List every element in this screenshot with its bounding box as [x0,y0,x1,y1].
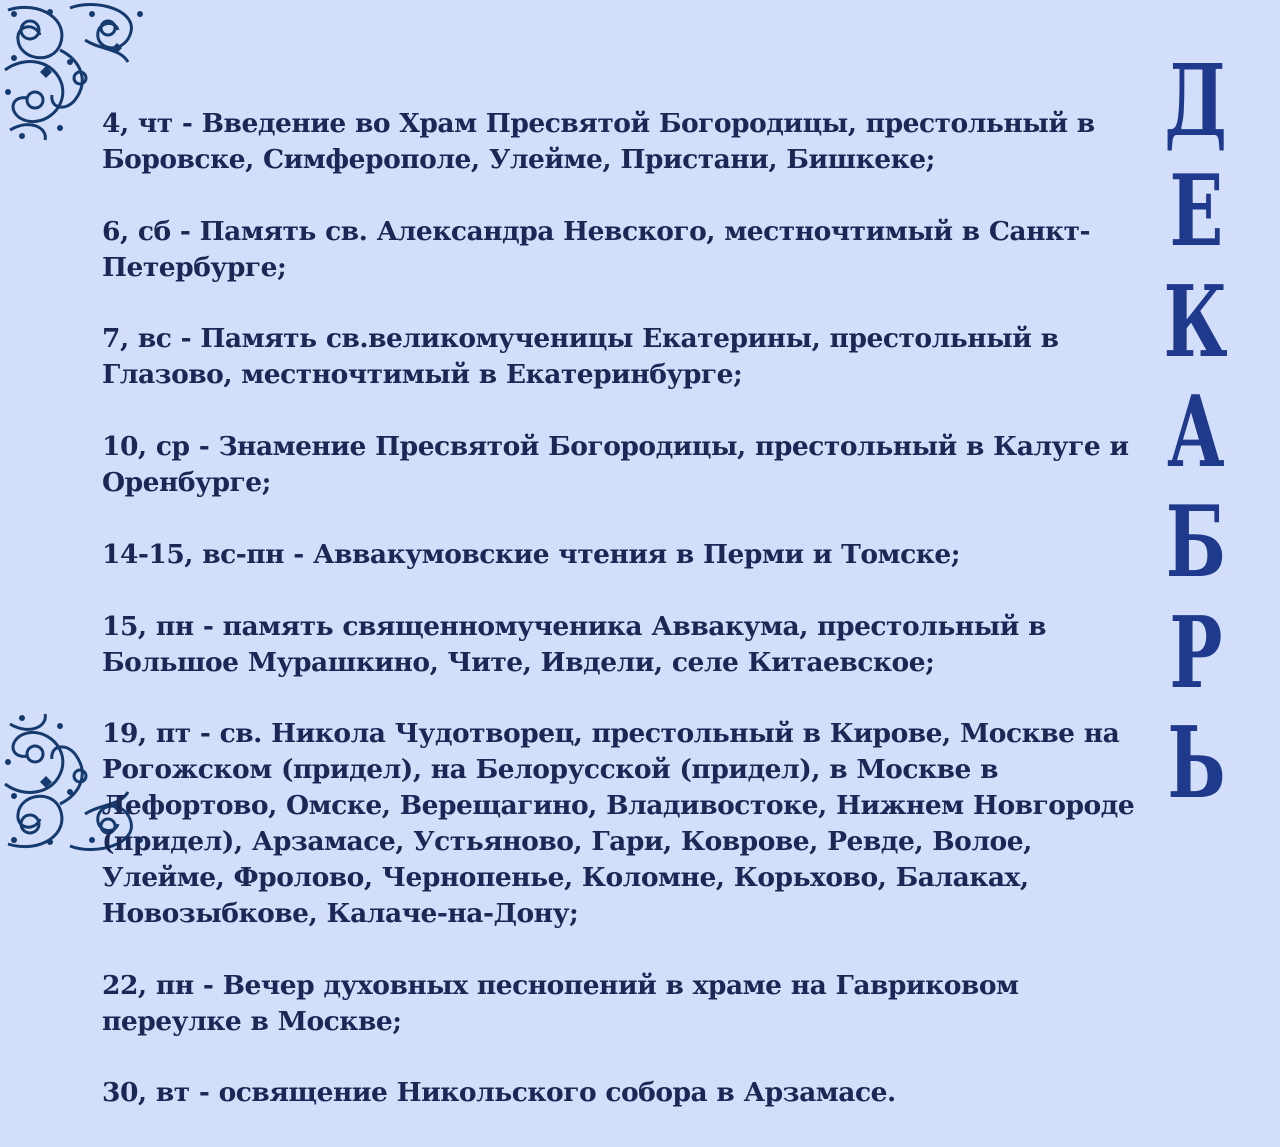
month-letter: Д [1164,44,1228,159]
month-title-vertical [1146,44,1246,821]
event-item: 7, вс - Память св.великомученицы Екатерины, престольный в Глазово, местночтимый в Екатеринбурге; [102,323,1059,391]
event-item: 30, вт - освящение Никольского собора в Арзамасе. [102,1077,896,1109]
event-item: 22, пн - Вечер духовных песнопений в храме на Гавриковом переулке в Москве; [102,969,1019,1037]
event-item: 15, пн - память священномученика Аввакума, престольный в Большое Мурашкино, Чите, Ивдели, селе Китаевское; [102,610,1047,678]
month-letter: К [1163,264,1229,380]
event-item: 4, чт - Введение во Храм Пресвятой Богородицы, престольный в Боровске, Симферополе, Улейме, Пристани, Бишкеке; [102,107,1095,175]
event-item: 14-15, вс-пн - Аввакумовские чтения в Перми и Томске; [102,538,960,570]
month-letter: Ь [1166,705,1226,821]
month-letter: Е [1169,154,1223,270]
month-letter: Б [1165,485,1227,601]
month-letter: А [1167,374,1225,490]
event-item: 19, пт - св. Никола Чудотворец, престольный в Кирове, Москве на Рогожском (придел), на Белорусской (придел), в Москве в Лефортово, Омске, Верещагино, Владивостоке, Нижнем Новгороде (придел), Арзамасе, Устьяново, Гари, Коврове, Ревде, Волое, Улейме, Фролово, Чернопенье, Коломне, Корьхово, Балаках, Новозыбкове, Калаче-на-Дону; [102,718,1135,929]
month-letter: Р [1169,595,1223,711]
event-item: 6, сб - Память св. Александра Невского, местночтимый в Санкт-Петербурге; [102,215,1091,283]
event-item: 10, ср - Знамение Пресвятой Богородицы, престольный в Калуге и Оренбурге; [102,431,1129,498]
event-list [102,70,1142,1147]
